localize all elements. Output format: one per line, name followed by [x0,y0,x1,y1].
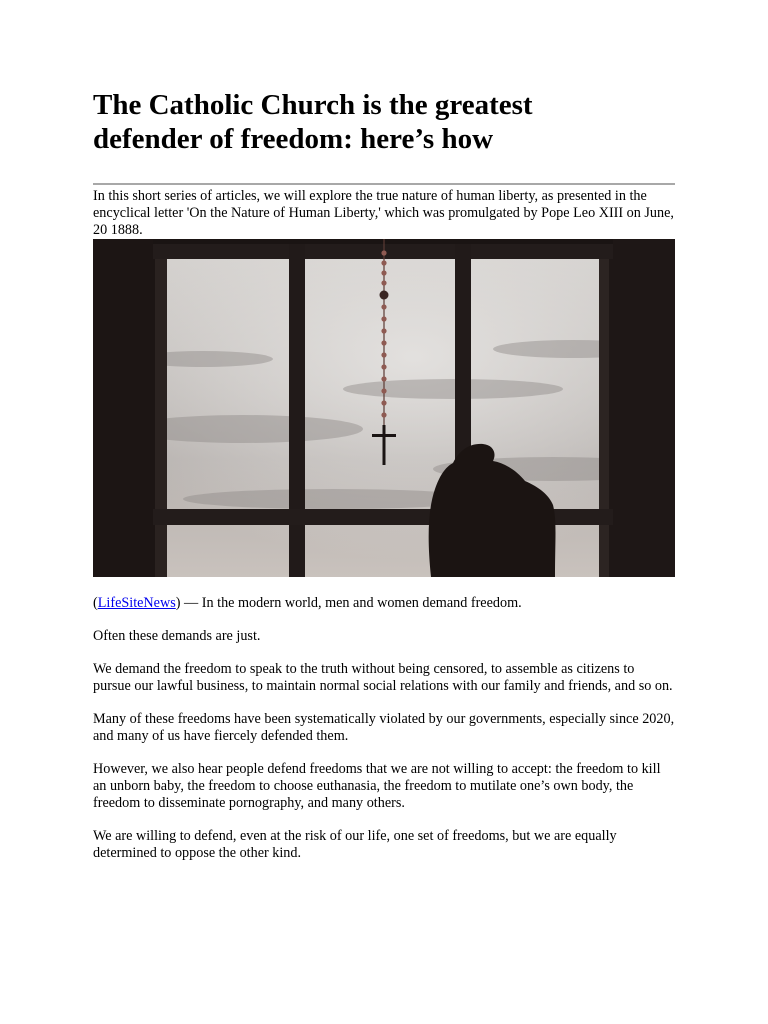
article-title [93,88,675,156]
lifesitenews-link[interactable]: LifeSiteNews [97,595,176,611]
right-wall [605,239,675,577]
article-title-line-2: defender of freedom: here’s how [93,123,494,155]
source-lead-text: ) — In the modern world, men and women demand freedom. [175,595,522,611]
body-paragraph: Often these demands are just. [93,628,261,644]
source-open-paren: ( [93,595,98,611]
source-paragraph [93,595,675,612]
body-paragraph: Many of these freedoms have been systematically violated by our governments, especially since 2020, and many of us have fiercely defended them. [93,711,675,744]
body-paragraph: We demand the freedom to speak to the truth without being censored, to assemble as citizens to pursue our lawful business, to maintain normal social relations with our family and friends, and so on. [93,661,673,694]
crucifix-icon [383,425,386,465]
article-title-line-1: The Catholic Church is the greatest [93,89,533,121]
article-body [93,595,675,878]
body-paragraph: We are willing to defend, even at the risk of our life, one set of freedoms, but we are equally determined to oppose the other kind. [93,828,617,861]
left-wall [93,239,161,577]
window-mullion [289,239,305,577]
body-paragraph: However, we also hear people defend freedoms that we are not willing to accept: the freedom to kill an unborn baby, the freedom to choose euthanasia, the freedom to mutilate one’s own body, the freedom to disseminate pornography, and many others. [93,761,661,811]
title-divider [93,183,675,185]
rosary-window-photo [93,239,675,577]
article-intro: In this short series of articles, we will explore the true nature of human liberty, as presented in the encyclical letter 'On the Nature of Human Liberty,' which was promulgated by Pope Leo XIII on June, 20 1888. [93,188,674,238]
